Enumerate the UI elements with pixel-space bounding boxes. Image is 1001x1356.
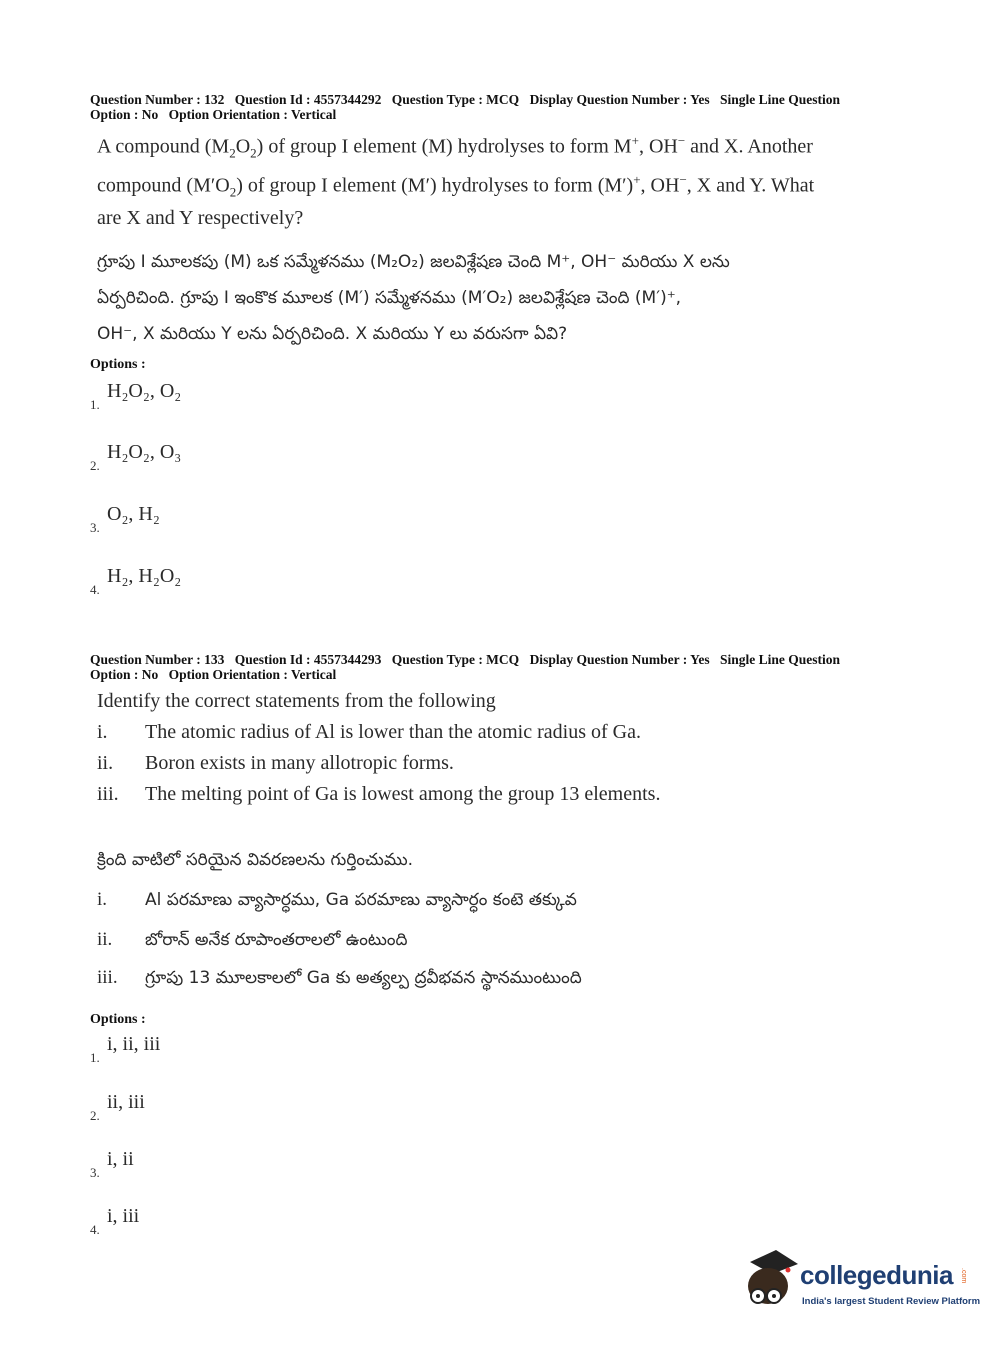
q132-en-l2-c: , OH [640, 174, 680, 197]
q133-display: Display Question Number : Yes [529, 652, 710, 667]
collegedunia-logo[interactable] [742, 1248, 981, 1318]
option-text: H₂O₂, O₃ [107, 441, 182, 463]
option-text: i, ii [107, 1148, 134, 1170]
q132-te-line2: ఏర్పరిచింది. గ్రూపు I ఇంకొక మూలక (M′) సమ్మేళనము (M′O₂) జలవిశ్లేషణ చెంది (M′)⁺, [97, 288, 682, 308]
q132-en-l2-a: compound (M′O [97, 174, 230, 197]
option-number: 1. [90, 397, 100, 412]
roman-numeral: i. [97, 889, 108, 910]
option-number: 3. [90, 1165, 100, 1180]
q133-meta-line1 [90, 652, 970, 667]
q133-orientation: Option Orientation : Vertical [168, 667, 337, 682]
q133-te-intro: క్రింది వాటిలో సరియైన వివరణలను గుర్తించుము. [97, 850, 414, 870]
q133-type: Question Type : MCQ [391, 652, 520, 667]
logo-tagline: India's largest Student Review Platform [802, 1296, 981, 1307]
logo-wordmark: collegedunia [800, 1260, 953, 1290]
q133-te-statement-2 [97, 929, 408, 954]
q132-question-english [97, 128, 887, 231]
q133-en-intro: Identify the correct statements from the following [97, 690, 496, 712]
roman-numeral: ii. [97, 929, 113, 950]
option-number: 2. [90, 1108, 100, 1123]
q132-en-l1-e: and X. Another [685, 135, 813, 158]
q133-te-statement-1 [97, 889, 577, 914]
q133-en-statement-1 [97, 719, 641, 745]
q133-en-statement-3 [97, 781, 660, 807]
q132-en-l1-d: , OH [638, 135, 678, 158]
statement-text: బోరాన్ అనేక రూపాంతరాలలో ఉంటుంది [145, 930, 408, 950]
q133-single-line: Single Line Question [719, 652, 840, 667]
q133-options-label: Options : [90, 1012, 146, 1027]
q132-display: Display Question Number : Yes [529, 92, 710, 107]
q132-en-l1-c: ) of group I element (M) hydrolyses to form M [256, 135, 632, 158]
q132-meta-line2 [90, 107, 970, 122]
q132-en-l1-a: A compound (M [97, 135, 230, 158]
q132-question-telugu [97, 244, 897, 352]
q132-id: Question Id : 4557344292 [234, 92, 382, 107]
q133-option: Option : No [90, 667, 159, 682]
mascot-icon [742, 1248, 802, 1314]
statement-text: The melting point of Ga is lowest among the group 13 elements. [145, 783, 661, 805]
q132-en-l2-d: , X and Y. What [686, 174, 815, 197]
q132-option-1[interactable] [90, 380, 390, 414]
q133-option-2[interactable] [90, 1091, 390, 1125]
q133-en-statement-2 [97, 750, 454, 776]
q132-en-line3: are X and Y respectively? [97, 207, 304, 230]
q133-number: Question Number : 133 [90, 652, 225, 667]
option-number: 4. [90, 582, 100, 597]
roman-numeral: i. [97, 721, 108, 743]
option-text: H₂, H₂O₂ [107, 565, 182, 587]
roman-numeral: ii. [97, 752, 114, 774]
q133-option-3[interactable] [90, 1148, 390, 1182]
q132-type: Question Type : MCQ [391, 92, 520, 107]
statement-text: గ్రూపు 13 మూలకాలలో Ga కు అత్యల్ప ద్రవీభవన స్థానముంటుంది [145, 968, 582, 988]
q133-meta [90, 652, 970, 682]
logo-dotcom: .com [960, 1268, 967, 1284]
roman-numeral: iii. [97, 783, 119, 805]
q132-option-4[interactable] [90, 565, 390, 599]
option-text: i, ii, iii [107, 1033, 161, 1055]
option-text: O₂, H₂ [107, 503, 160, 525]
option-text: ii, iii [107, 1091, 145, 1113]
q132-single-line: Single Line Question [719, 92, 840, 107]
q132-options-label: Options : [90, 357, 146, 372]
statement-text: Al పరమాణు వ్యాసార్ధము, Ga పరమాణు వ్యాసార్ధం కంటె తక్కువ [145, 890, 577, 910]
q132-option: Option : No [90, 107, 159, 122]
q132-en-l2-b: ) of group I element (M′) hydrolyses to form (M′) [236, 174, 634, 197]
option-number: 1. [90, 1050, 100, 1065]
q132-option-2[interactable] [90, 441, 390, 475]
q132-meta-line1 [90, 92, 970, 107]
option-text: i, iii [107, 1205, 140, 1227]
statement-text: The atomic radius of Al is lower than the atomic radius of Ga. [145, 721, 641, 743]
q132-en-line1: A compound $(M_2O_2)$ of group I element (M) hydrolyses to form M+, OH− and X. Another [97, 133, 813, 161]
roman-numeral: iii. [97, 967, 118, 988]
q132-orientation: Option Orientation : Vertical [168, 107, 337, 122]
q132-en-line2: compound $(M'O_2)$ of group I element (M′) hydrolyses to form (M′)+, OH−, X and Y. What [97, 171, 815, 200]
q132-option-3[interactable] [90, 503, 390, 537]
q133-option-1[interactable] [90, 1033, 390, 1067]
q132-en-l1-b: O [235, 135, 251, 158]
q132-meta [90, 92, 970, 122]
q133-meta-line2 [90, 667, 970, 682]
option-number: 3. [90, 520, 100, 535]
option-number: 4. [90, 1222, 100, 1237]
option-number: 2. [90, 458, 100, 473]
q133-id: Question Id : 4557344293 [234, 652, 382, 667]
statement-text: Boron exists in many allotropic forms. [145, 752, 454, 774]
q133-te-statement-3 [97, 967, 582, 992]
q132-te-line3: OH⁻, X మరియు Y లను ఏర్పరిచింది. X మరియు Y లు వరుసగా ఏవి? [97, 324, 568, 344]
q132-number: Question Number : 132 [90, 92, 225, 107]
q133-option-4[interactable] [90, 1205, 390, 1239]
option-text: H₂O₂, O₂ [107, 380, 182, 402]
q132-te-line1: గ్రూపు I మూలకపు (M) ఒక సమ్మేళనము (M₂O₂) జలవిశ్లేషణ చెంది M⁺, OH⁻ మరియు X లను [97, 252, 730, 272]
